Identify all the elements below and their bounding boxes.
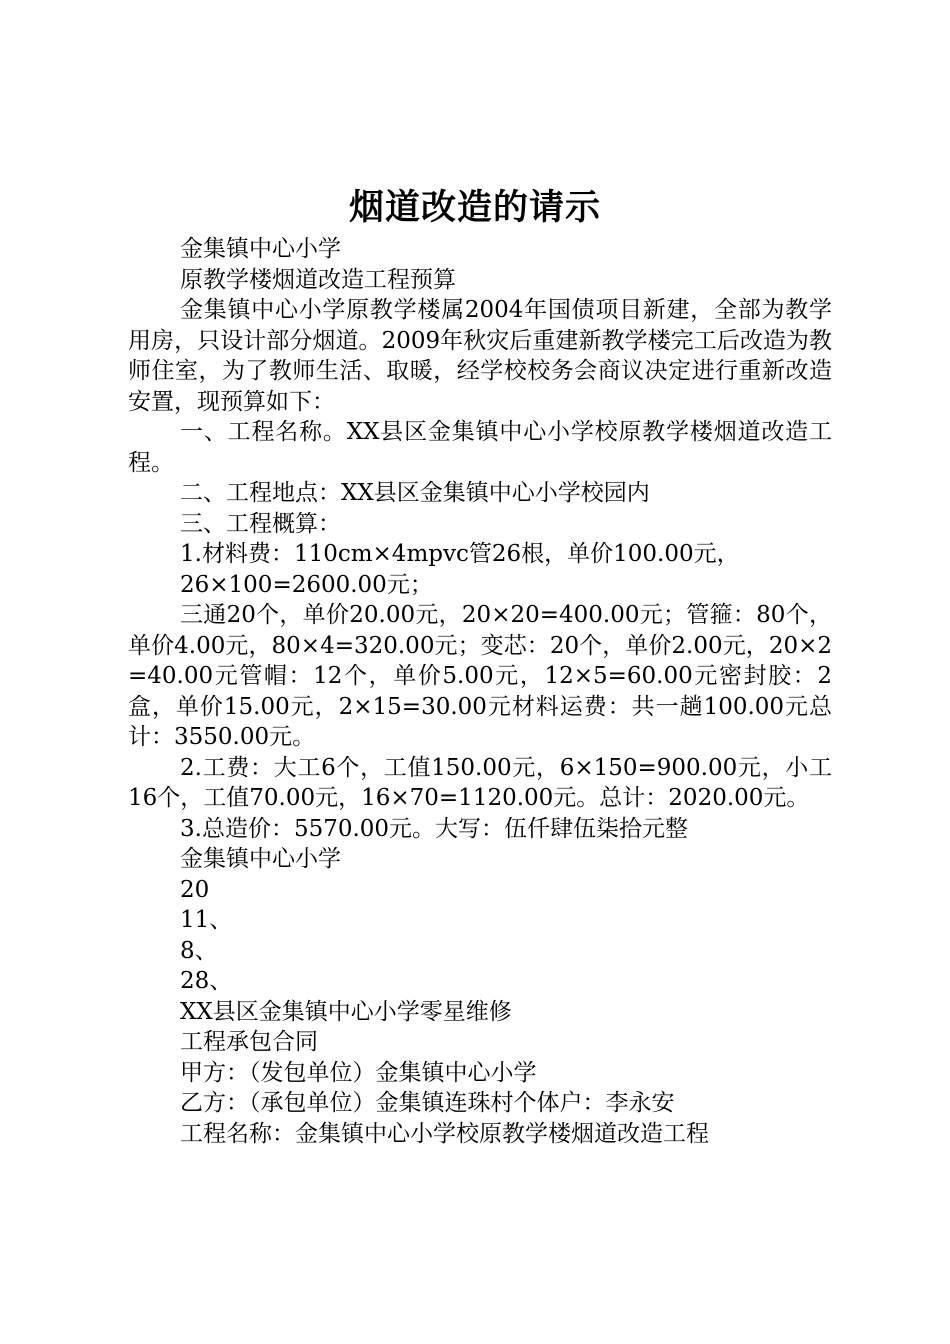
paragraph-material-cost: 1.材料费：110cm×4mpvc管26根，单价100.00元， [180, 541, 740, 567]
paragraph-material-subtotal: 26×100=2600.00元； [180, 571, 433, 598]
paragraph-background: 金集镇中心小学原教学楼属2004年国债项目新建，全部为教学用房，只设计部分烟道。2009年秋灾后重建新教学楼完工后改造为教师住室，为了教师生活、取暖，经学校校务会商议决定进行重新改造安置，现预算如下： [128, 297, 832, 415]
paragraph-budget-heading: 原教学楼烟道改造工程预算 [180, 266, 456, 293]
paragraph-project-location: 二、工程地点：XX县区金集镇中心小学校园内 [180, 480, 650, 506]
paragraph-party-a: 甲方：（发包单位）金集镇中心小学 [180, 1059, 537, 1086]
document-body [128, 234, 832, 1149]
paragraph-contract-subtitle: 工程承包合同 [180, 1029, 318, 1055]
paragraph-party-b: 乙方：（承包单位）金集镇连珠村个体户：李永安 [180, 1090, 675, 1116]
paragraph-school-name: 金集镇中心小学 [180, 236, 341, 262]
paragraph-estimate-heading: 三、工程概算： [180, 510, 341, 537]
paragraph-material-items: 三通20个，单价20.00元，20×20=400.00元；管箍：80个，单价4.00元，80×4=320.00元；变芯：20个，单价2.00元，20×2=40.00元管帽：12个，单价5.00元，12×5=60.00元密封胶：2盒，单价15.00元，2×15=30.00元材料运费：共一趟100.00元总计：3550.00元。 [128, 602, 832, 750]
paragraph-signature-school: 金集镇中心小学 [180, 846, 341, 872]
paragraph-total-cost: 3.总造价：5570.00元。大写：伍仟肆伍柒拾元整 [180, 815, 689, 842]
paragraph-date-part: 28、 [180, 968, 233, 994]
document-title: 烟道改造的请示 [348, 187, 601, 228]
paragraph-contract-project-name: 工程名称：金集镇中心小学校原教学楼烟道改造工程 [180, 1120, 709, 1147]
paragraph-date-part: 8、 [180, 937, 218, 964]
paragraph-project-name: 一、工程名称。XX县区金集镇中心小学校原教学楼烟道改造工程。 [128, 419, 832, 476]
paragraph-contract-title: XX县区金集镇中心小学零星维修 [180, 998, 512, 1025]
paragraph-date-part: 11、 [180, 907, 233, 933]
paragraph-labor-cost: 2.工费：大工6个，工值150.00元，6×150=900.00元，小工16个，工值70.00元，16×70=1120.00元。总计：2020.00元。 [128, 754, 832, 811]
paragraph-date-year: 20 [180, 876, 210, 903]
